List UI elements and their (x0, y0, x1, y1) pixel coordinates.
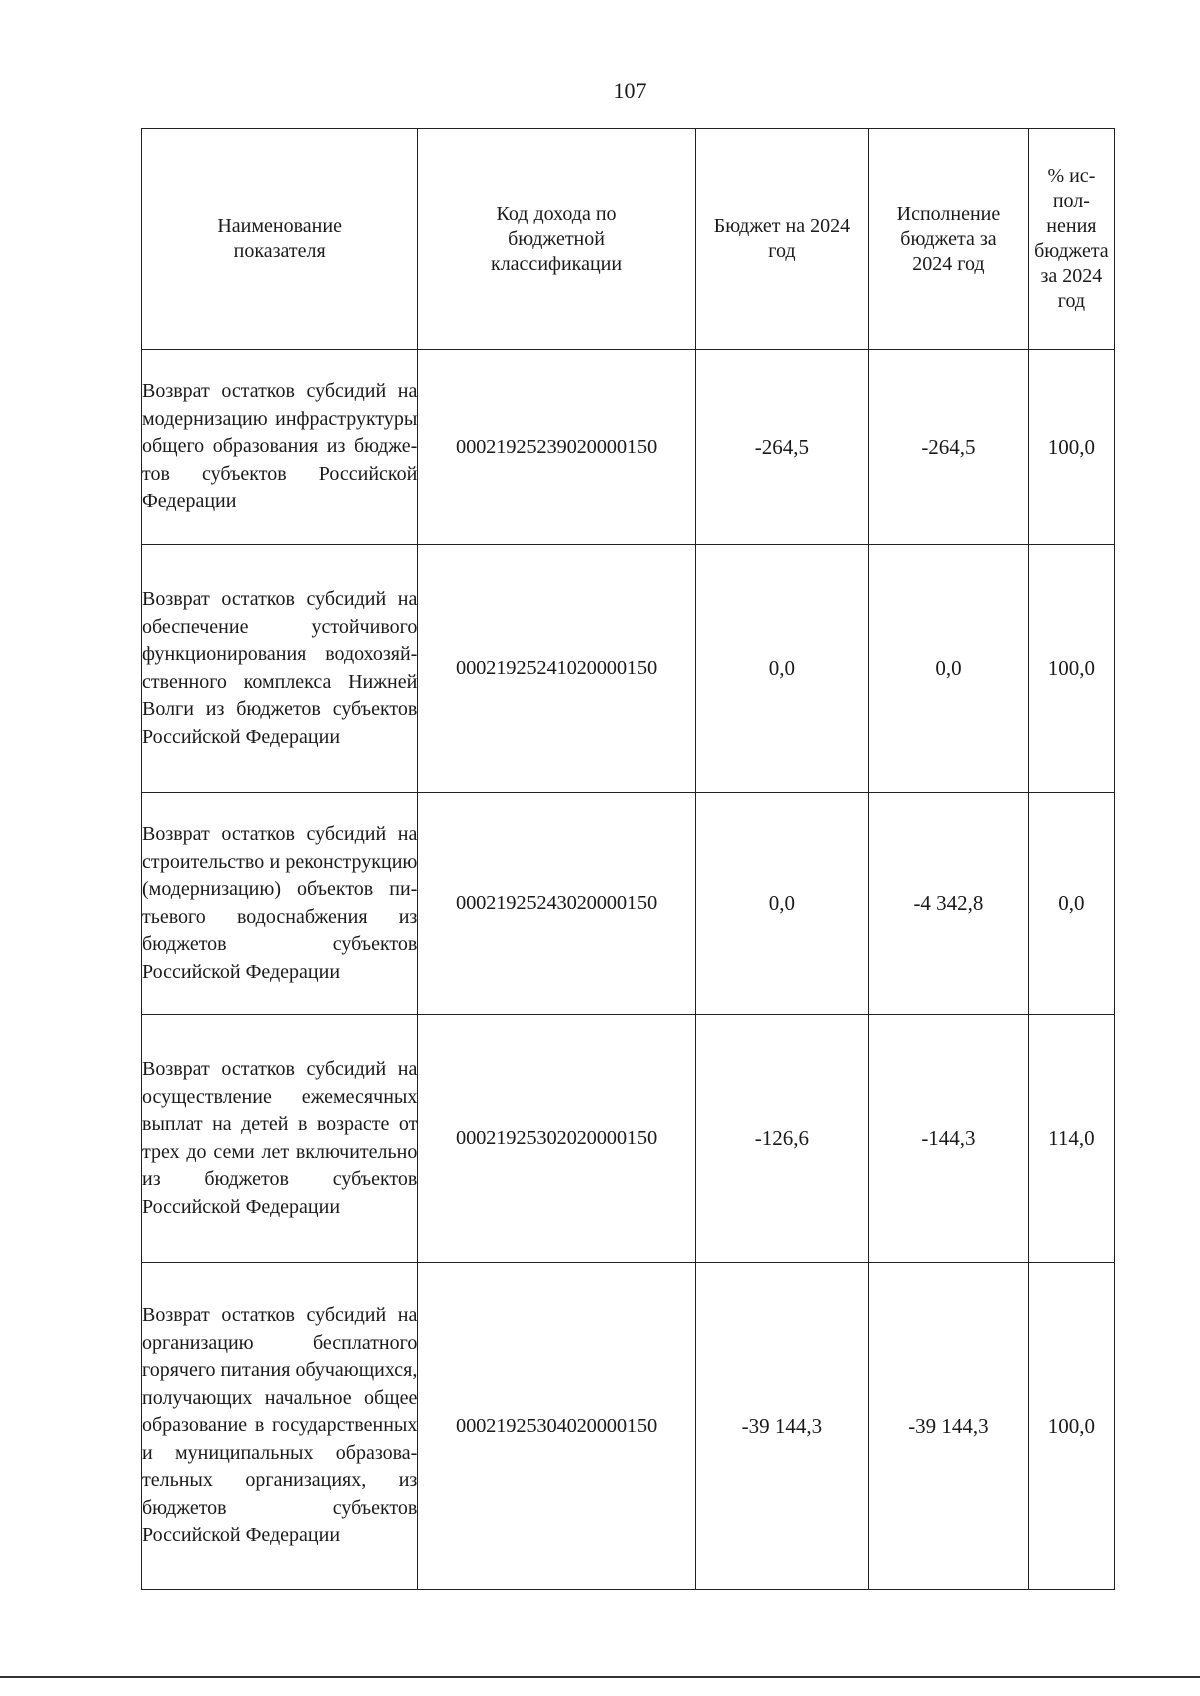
page-number: 107 (613, 78, 647, 103)
table-row (142, 1263, 1115, 1590)
cell-budget: 0,0 (695, 545, 868, 793)
cell-percent: 0,0 (1028, 793, 1114, 1015)
table-row (142, 350, 1115, 545)
header-budget: Бюджет на 2024 год (695, 129, 868, 350)
cell-income-code: 00021925241020000150 (418, 545, 695, 793)
cell-execution: -264,5 (869, 350, 1029, 545)
header-execution: Исполнение бюджета за 2024 год (869, 129, 1029, 350)
cell-budget: 0,0 (695, 793, 868, 1015)
cell-income-code: 00021925304020000150 (418, 1263, 695, 1590)
cell-budget: -39 144,3 (695, 1263, 868, 1590)
header-indicator-name: Наименование показателя (142, 129, 418, 350)
cell-execution: -4 342,8 (869, 793, 1029, 1015)
cell-percent: 100,0 (1028, 350, 1114, 545)
table-body (142, 350, 1115, 1590)
cell-execution: 0,0 (869, 545, 1029, 793)
cell-indicator-name: Возврат остатков субсидий на модернизацию инфраструктуры общего образования из бюджетов субъектов Российской Федерации (142, 350, 418, 545)
cell-indicator-name: Возврат остатков субсидий на организацию бесплатного горячего питания обучающихся, получающих начальное общее образование в государственных и муниципальных образовательных организациях, из бюджетов субъектов Российской Федерации (142, 1263, 418, 1590)
cell-percent: 100,0 (1028, 1263, 1114, 1590)
header-income-code: Код дохода по бюджетной классификации (418, 129, 695, 350)
cell-indicator-name: Возврат остатков субсидий на обеспечение устойчивого функционирования водохозяйственного комплекса Нижней Волги из бюджетов субъектов Российской Федерации (142, 545, 418, 793)
cell-income-code: 00021925302020000150 (418, 1015, 695, 1263)
table-header (142, 129, 1115, 350)
table-row (142, 1015, 1115, 1263)
cell-execution: -144,3 (869, 1015, 1029, 1263)
table-row (142, 793, 1115, 1015)
cell-income-code: 00021925243020000150 (418, 793, 695, 1015)
cell-indicator-name: Возврат остатков субсидий на осуществление ежемесячных выплат на детей в возрасте от трех до семи лет включительно из бюджетов субъектов Российской Федерации (142, 1015, 418, 1263)
cell-indicator-name: Возврат остатков субсидий на строительство и реконструкцию (модернизацию) объектов питьевого водоснабжения из бюджетов субъектов Российской Федерации (142, 793, 418, 1015)
cell-budget: -264,5 (695, 350, 868, 545)
header-row (142, 129, 1115, 350)
cell-income-code: 00021925239020000150 (418, 350, 695, 545)
cell-percent: 100,0 (1028, 545, 1114, 793)
cell-execution: -39 144,3 (869, 1263, 1029, 1590)
cell-percent: 114,0 (1028, 1015, 1114, 1263)
header-percent: % исполнения бюджета за 2024 год (1028, 129, 1114, 350)
footer-divider (0, 1676, 1200, 1678)
table-row (142, 545, 1115, 793)
budget-execution-table (141, 128, 1115, 1590)
cell-budget: -126,6 (695, 1015, 868, 1263)
